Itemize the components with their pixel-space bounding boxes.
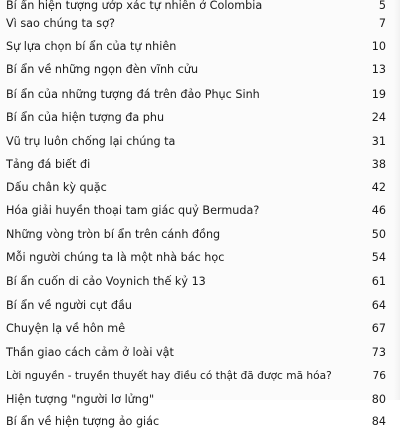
toc-entry-title: Thần giao cách cảm ở loài vật bbox=[6, 346, 174, 359]
toc-entry-page: 76 bbox=[372, 370, 386, 382]
toc-entry-title: Bí ẩn về những ngọn đèn vĩnh cửu bbox=[6, 63, 199, 76]
toc-entry-page: 19 bbox=[371, 88, 386, 101]
toc-entry bbox=[6, 343, 386, 363]
toc-entry-page: 80 bbox=[371, 393, 386, 406]
toc-entry-page: 42 bbox=[371, 181, 386, 194]
toc-entry-title: Hiện tượng "người lơ lửng" bbox=[6, 393, 155, 406]
toc-entry-page: 46 bbox=[371, 204, 386, 217]
toc-entry bbox=[6, 85, 386, 105]
toc-entry bbox=[6, 60, 386, 80]
toc-entry bbox=[6, 155, 386, 175]
page-edge-shadow bbox=[394, 0, 400, 400]
toc-entry-title: Hóa giải huyền thoại tam giác quỷ Bermuda? bbox=[6, 204, 260, 217]
toc-entry-title: Bí ẩn của những tượng đá trên đảo Phục Sinh bbox=[6, 88, 260, 101]
toc-entry-title: Dấu chân kỳ quặc bbox=[6, 181, 107, 194]
toc-entry-title: Bí ẩn về người cụt đầu bbox=[6, 299, 132, 312]
toc-entry-page: 73 bbox=[371, 346, 386, 359]
toc-entry-title: Bí ẩn hiện tượng ướp xác tự nhiên ở Colombia bbox=[6, 0, 263, 12]
toc-entry-page: 54 bbox=[371, 251, 386, 264]
toc-entry bbox=[6, 248, 386, 268]
toc-entry-title: Bí ẩn của hiện tượng đa phu bbox=[6, 111, 165, 124]
toc-entry-page: 13 bbox=[371, 63, 386, 76]
toc-entry bbox=[6, 412, 386, 432]
toc-entry-page: 7 bbox=[378, 17, 386, 30]
toc-entry bbox=[6, 366, 386, 386]
toc-entry-title: Những vòng tròn bí ẩn trên cánh đồng bbox=[6, 228, 221, 241]
toc-entry-page: 61 bbox=[371, 275, 386, 288]
toc-entry-page: 24 bbox=[371, 111, 386, 124]
toc-entry-page: 5 bbox=[378, 0, 386, 12]
toc-entry bbox=[6, 108, 386, 128]
toc-entry bbox=[6, 319, 386, 339]
toc-entry bbox=[6, 132, 386, 152]
toc-entry bbox=[6, 225, 386, 245]
toc-entry-page: 67 bbox=[371, 322, 386, 335]
toc-entry-title: Mỗi người chúng ta là một nhà bác học bbox=[6, 251, 225, 264]
toc-entry-title: Vũ trụ luôn chống lại chúng ta bbox=[6, 135, 176, 148]
toc-entry-page: 64 bbox=[371, 299, 386, 312]
toc-entry-page: 31 bbox=[371, 135, 386, 148]
toc-entry-title: Bí ẩn về hiện tượng ảo giác bbox=[6, 415, 160, 428]
toc-entry bbox=[6, 37, 386, 57]
toc-entry-page: 10 bbox=[371, 40, 386, 53]
toc-entry-title: Tảng đá biết đi bbox=[6, 158, 91, 171]
toc-entry-title: Lời nguyền - truyền thuyết hay điều có thật đã được mã hóa? bbox=[6, 370, 332, 382]
toc-entry-title: Vì sao chúng ta sợ? bbox=[6, 17, 115, 30]
toc-entry-page: 38 bbox=[371, 158, 386, 171]
toc-entry bbox=[6, 201, 386, 221]
toc-entry-title: Bí ẩn cuốn di cảo Voynich thế kỷ 13 bbox=[6, 275, 206, 288]
toc-entry-page: 50 bbox=[371, 228, 386, 241]
toc-entry bbox=[6, 14, 386, 34]
toc-entry bbox=[6, 272, 386, 292]
toc-entry-page: 84 bbox=[371, 415, 386, 428]
toc-entry bbox=[6, 178, 386, 198]
toc-entry-title: Sự lựa chọn bí ẩn của tự nhiên bbox=[6, 40, 177, 53]
toc-entry-title: Chuyện lạ về hôn mê bbox=[6, 322, 126, 335]
toc-entry bbox=[6, 390, 386, 410]
toc-entry bbox=[6, 296, 386, 316]
